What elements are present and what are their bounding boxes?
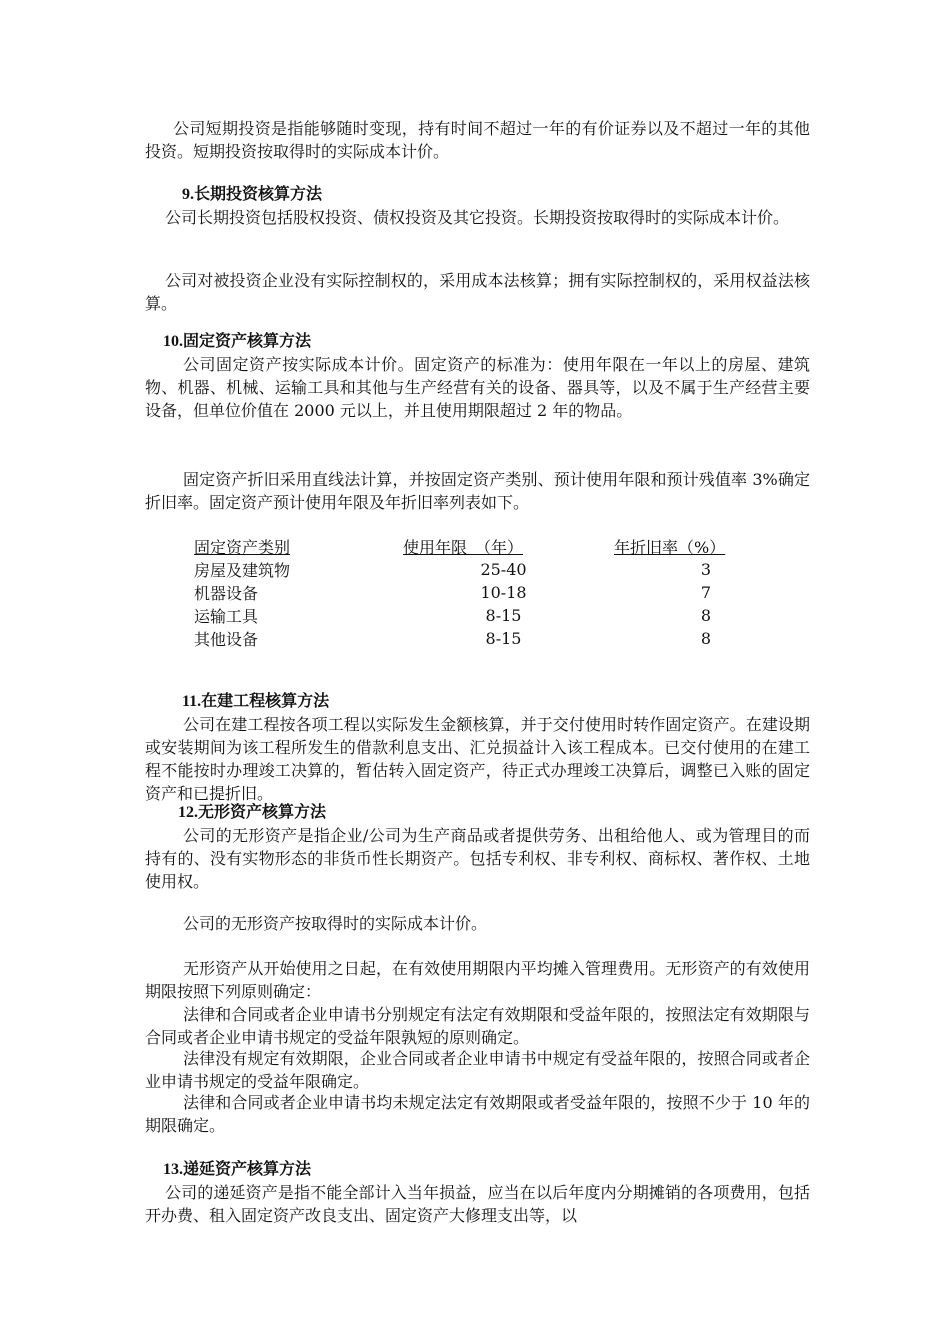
column-header-category: 固定资产类别 xyxy=(194,537,291,557)
fixed-assets-heading: 10.固定资产核算方法 xyxy=(163,333,312,350)
intangible-paragraph-5: 法律没有规定有效期限，企业合同或者企业申请书中规定有受益年限的，按照合同或者企业申请书规定的受益年限确定。 xyxy=(145,1049,810,1091)
table-cell: 其他设备 xyxy=(194,630,259,649)
table-cell: 房屋及建筑物 xyxy=(194,561,291,580)
intangible-paragraph-4: 法律和合同或者企业申请书分别规定有法定有效期限和受益年限的，按照法定有效期限与合同或者企业申请书规定的受益年限孰短的原则确定。 xyxy=(145,1005,810,1047)
intangible-paragraph-1: 公司的无形资产是指企业/公司为生产商品或者提供劳务、出租给他人、或为管理目的而持有的、没有实物形态的非货币性长期资产。包括专利权、非专利权、商标权、著作权、土地使用权。 xyxy=(145,826,810,891)
short-term-paragraph: 公司短期投资是指能够随时变现，持有时间不超过一年的有价证券以及不超过一年的其他投资。短期投资按取得时的实际成本计价。 xyxy=(145,119,810,161)
table-cell: 运输工具 xyxy=(194,607,259,626)
long-term-paragraph-2: 公司对被投资企业没有实际控制权的，采用成本法核算；拥有实际控制权的，采用权益法核算。 xyxy=(145,271,810,313)
deferred-heading: 13.递延资产核算方法 xyxy=(163,1161,312,1178)
construction-heading: 11.在建工程核算方法 xyxy=(182,693,330,710)
long-term-heading: 9.长期投资核算方法 xyxy=(182,186,323,203)
column-header-depreciation-rate: 年折旧率（%） xyxy=(614,537,726,557)
table-cell: 8 xyxy=(700,629,712,648)
construction-paragraph: 公司在建工程按各项工程以实际发生金额核算，并于交付使用时转作固定资产。在建设期或安装期间为该工程所发生的借款利息支出、汇兑损益计入该工程成本。已交付使用的在建工程不能按时办理竣工决算的，暂估转入固定资产，待正式办理竣工决算后，调整已入账的固定资产和已提折旧。 xyxy=(145,715,810,803)
table-cell: 机器设备 xyxy=(194,584,259,603)
fixed-assets-paragraph-1: 公司固定资产按实际成本计价。固定资产的标准为：使用年限在一年以上的房屋、建筑物、机器、机械、运输工具和其他与生产经营有关的设备、器具等，以及不属于生产经营主要设备，但单位价值在 2000 元以上，并且使用期限超过 2 年的物品。 xyxy=(145,355,810,420)
fixed-assets-paragraph-2: 固定资产折旧采用直线法计算，并按固定资产类别、预计使用年限和预计残值率 3%确定折旧率。固定资产预计使用年限及年折旧率列表如下。 xyxy=(145,470,810,512)
column-header-useful-life: 使用年限 （年） xyxy=(403,537,524,557)
table-cell: 8-15 xyxy=(485,606,522,625)
table-row xyxy=(190,627,804,650)
intangible-paragraph-2: 公司的无形资产按取得时的实际成本计价。 xyxy=(183,914,488,933)
depreciation-table xyxy=(190,534,804,650)
intangible-heading: 12.无形资产核算方法 xyxy=(178,804,327,821)
table-row xyxy=(190,558,804,581)
intangible-paragraph-6: 法律和合同或者企业申请书均未规定法定有效期限或者受益年限的，按照不少于 10 年的期限确定。 xyxy=(145,1093,810,1135)
table-cell: 25-40 xyxy=(480,560,527,579)
long-term-paragraph-1: 公司长期投资包括股权投资、债权投资及其它投资。长期投资按取得时的实际成本计价。 xyxy=(165,208,790,227)
table-cell: 10-18 xyxy=(480,583,527,602)
table-cell: 8-15 xyxy=(485,629,522,648)
table-cell: 8 xyxy=(700,606,712,625)
table-cell: 7 xyxy=(700,583,712,602)
intangible-paragraph-3: 无形资产从开始使用之日起，在有效使用期限内平均摊入管理费用。无形资产的有效使用期限按照下列原则确定： xyxy=(145,959,810,1001)
table-header-row xyxy=(190,534,804,558)
table-cell: 3 xyxy=(700,560,712,579)
table-row xyxy=(190,604,804,627)
deferred-paragraph: 公司的递延资产是指不能全部计入当年损益，应当在以后年度内分期摊销的各项费用，包括开办费、租入固定资产改良支出、固定资产大修理支出等，以 xyxy=(145,1183,810,1225)
table-row xyxy=(190,581,804,604)
